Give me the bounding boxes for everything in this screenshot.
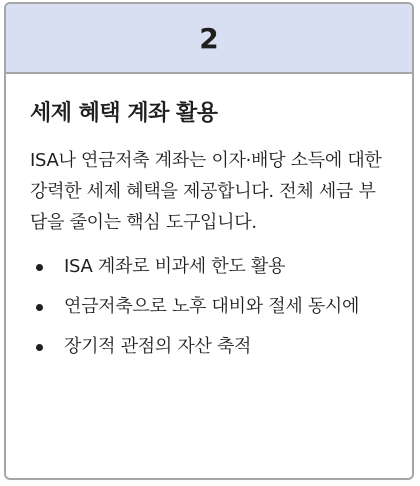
card-title: 세제 혜택 계좌 활용 <box>30 101 218 126</box>
list-item <box>30 332 388 362</box>
bullet-text: ISA 계좌로 비과세 한도 활용 <box>64 256 286 277</box>
card-description: ISA나 연금저축 계좌는 이자·배당 소득에 대한 강력한 세제 혜택을 제공합니다. 전체 세금 부담을 줄이는 핵심 도구입니다. <box>30 150 382 233</box>
card-body <box>6 74 412 362</box>
bullet-list <box>30 252 388 362</box>
bullet-text: 장기적 관점의 자산 축적 <box>64 336 252 357</box>
bullet-text: 연금저축으로 노후 대비와 절세 동시에 <box>64 296 360 317</box>
card-number: 2 <box>199 21 219 55</box>
card-header <box>6 4 412 74</box>
list-item <box>30 252 388 282</box>
bullet-dot-icon <box>36 264 43 271</box>
bullet-dot-icon <box>36 344 43 351</box>
list-item <box>30 292 388 322</box>
bullet-dot-icon <box>36 304 43 311</box>
info-card <box>4 2 414 480</box>
